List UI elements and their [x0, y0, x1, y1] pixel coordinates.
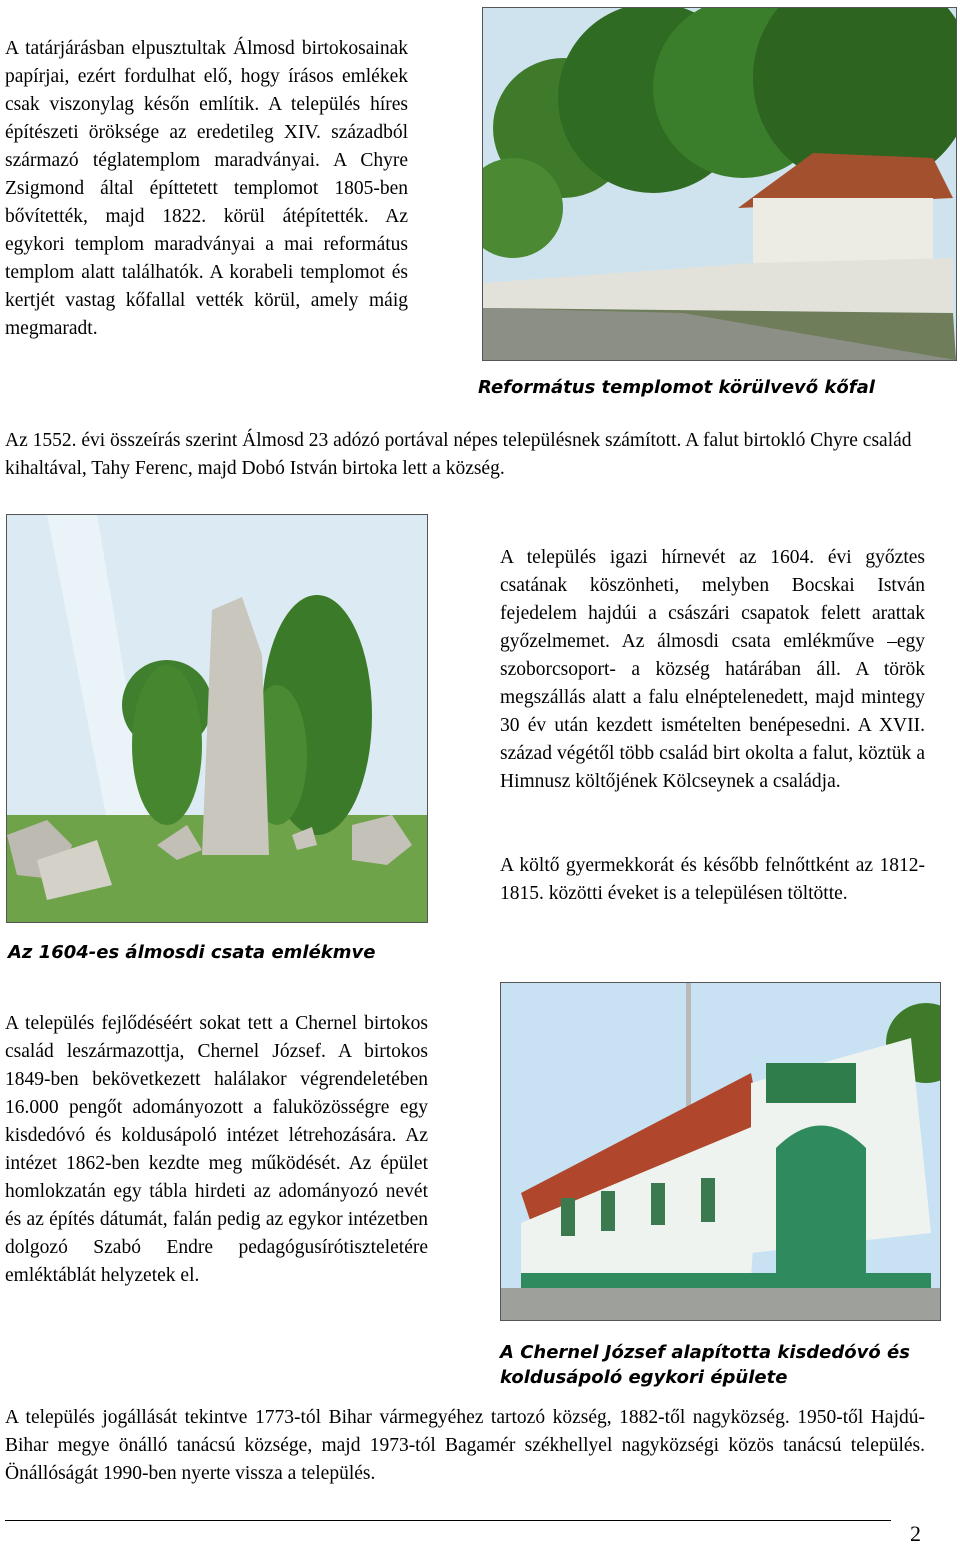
- battle-memorial-photo: [6, 514, 428, 923]
- census-paragraph: Az 1552. évi összeírás szerint Álmosd 23 adózó portával népes településnek számított. A falut birtokló Chyre család kihaltával, Tahy Ferenc, majd Dobó István birtoka lett a község.: [5, 430, 912, 479]
- kindergarten-caption: A Chernel József alapította kisdedóvó és koldusápoló egykori épülete: [500, 1342, 910, 1388]
- chernel-paragraph: A település fejlődéséért sokat tett a Chernel birtokos család leszármazottja, Chernel József. A birtokos 1849-ben bekövetkezett halálakor végrendeletében 16.000 pengőt adományozott a faluközösségre egy kisdedóvó és koldusápoló intézet létrehozására. Az intézet 1862-ben kezdte meg működését. Az épület homlokzatán egy tábla hirdeti az adományozó nevét és az építés dátumát, falán pedig az egykor intézetben dolgozó Szabó Endre pedagógusírótiszteletére emléktáblát helyzetek el.: [5, 1013, 428, 1286]
- battle-paragraph: A település igazi hírnevét az 1604. évi győztes csatának köszönheti, melyben Bocskai István fejedelem hajdúi a császári csapatok felett arattak győzelmemet. Az álmosdi csata emlékműve –egy szoborcsoport- a község határában áll. A török megszállás alatt a falu elnéptelenedett, majd mintegy 30 év után kezdett ismételten benépesedni. A XVII. század végétől több család birt okolta a falut, köztük a Himnusz költőjének Kölcseynek a családja.: [500, 547, 925, 792]
- legal-status-paragraph: A település jogállását tekintve 1773-tól Bihar vármegyéhez tartozó község, 1882-től nagyközség. 1950-től Hajdú-Bihar megye önálló tanácsú községe, majd 1973-tól Bagamér székhellyel nagyközségi közös tanácsú település. Önállóságát 1990-ben nyerte vissza a település.: [5, 1407, 925, 1484]
- footer-rule: [5, 1520, 891, 1521]
- church-wall-caption: Református templomot körülvevő kőfal: [478, 377, 875, 398]
- church-wall-photo: [482, 7, 957, 361]
- intro-paragraph: A tatárjárásban elpusztultak Álmosd birtokosainak papírjai, ezért fordulhat elő, hogy írásos emlékek csak viszonylag későn említik. A település híres építészeti öröksége az eredetileg XIV. századból származó téglatemplom maradványai. A Chyre Zsigmond által építtetett templomot 1805-ben bővítették, majd 1822. körül átépítették. Az egykori templom maradványai a mai református templom alatt találhatók. A korabeli templomot és kertjét vastag kőfallal vették körül, amely máig megmaradt.: [5, 38, 408, 339]
- poet-paragraph: A költő gyermekkorát és később felnőttként az 1812-1815. közötti éveket is a településen töltötte.: [500, 855, 925, 904]
- battle-memorial-caption: Az 1604-es álmosdi csata emlékmve: [8, 942, 376, 963]
- kindergarten-building-photo: [500, 982, 941, 1321]
- page-number: 2: [910, 1521, 921, 1546]
